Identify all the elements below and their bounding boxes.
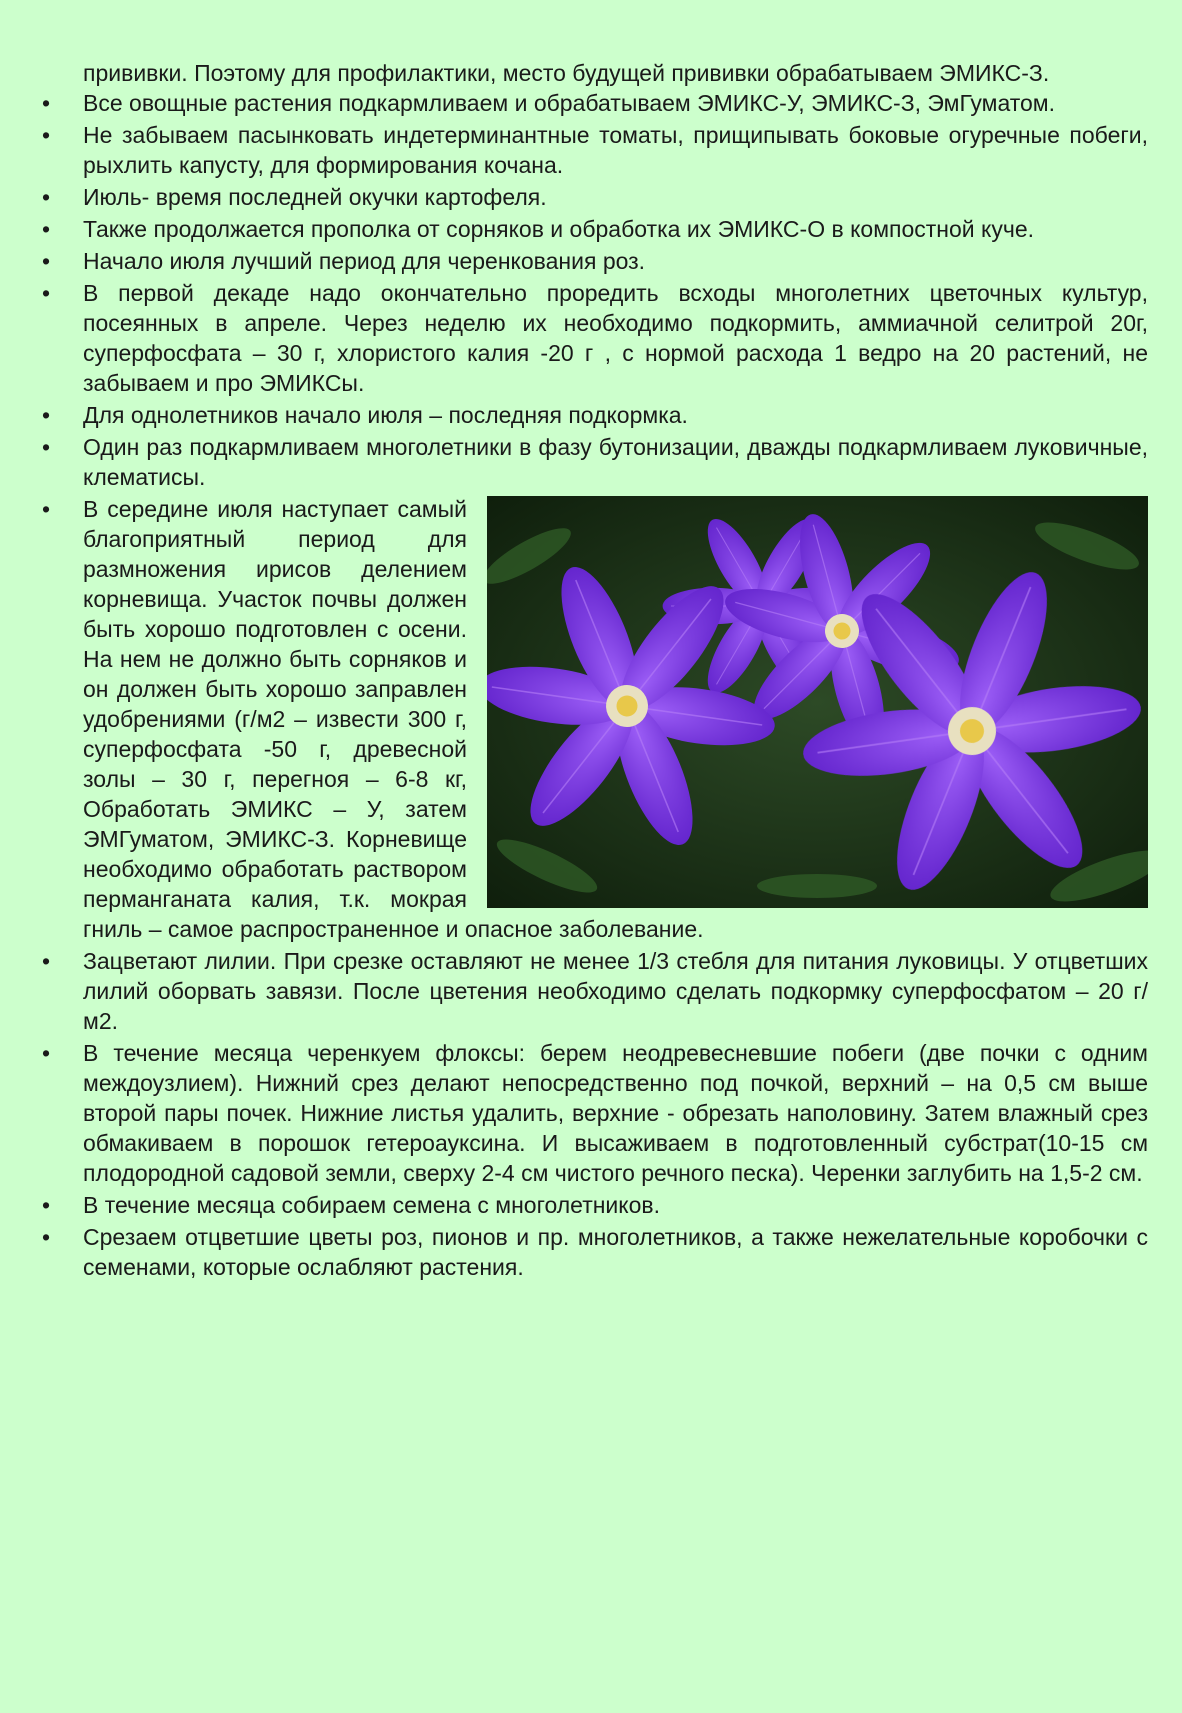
lead-paragraph: прививки. Поэтому для профилактики, место будущей прививки обрабатываем ЭМИКС-З. [83, 60, 1050, 86]
list-item-text: В середине июля наступает самый благоприятный период для размножения ирисов делением корневища. Участок почвы должен быть хорошо подготовлен с осени. На нем не должно быть сорняков и он должен быть хорошо заправлен удобрениями (г/м2 – извести 300 г, суперфосфата -50 г, древесной золы – 30 г, перегноя – 6-8 кг, Обработать ЭМИКС – У, затем ЭМГуматом, ЭМИКС-З. Корневище необходимо обработать раствором перманганата калия, т.к. мокрая гниль – самое распространенное и опасное заболевание. [83, 496, 704, 942]
list-item: • Зацветают лилии. При срезке оставляют не менее 1/3 стебля для питания луковицы. У отцветших лилий оборвать завязи. После цветения необходимо сделать подкормку суперфосфатом – 20 г/м2. [0, 946, 1148, 1036]
list-item: • В течение месяца собираем семена с многолетников. [0, 1190, 1148, 1220]
list-item: • Один раз подкармливаем многолетники в фазу бутонизации, дважды подкармливаем луковичные, клематисы. [0, 432, 1148, 492]
list-item: • Июль- время последней окучки картофеля. [0, 182, 1148, 212]
list-item: • Не забываем пасынковать индетерминантные томаты, прищипывать боковые огуречные побеги, рыхлить капусту, для формирования кочана. [0, 120, 1148, 180]
list-item: • В первой декаде надо окончательно проредить всходы многолетних цветочных культур, посеянных в апреле. Через неделю их необходимо подкормить, аммиачной селитрой 20г, суперфосфата – 30 г, хлористого калия -20 г , с нормой расхода 1 ведро на 20 растений, не забываем и про ЭМИКСы. [0, 278, 1148, 398]
list-item: • Также продолжается прополка от сорняков и обработка их ЭМИКС-О в компостной куче. [0, 214, 1148, 244]
list-item: • Срезаем отцветшие цветы роз, пионов и пр. многолетников, а также нежелательные коробочки с семенами, которые ослабляют растения. [0, 1222, 1148, 1282]
bullet-list [0, 88, 1148, 1282]
list-item: • Для однолетников начало июля – последняя подкормка. [0, 400, 1148, 430]
list-item: • В течение месяца черенкуем флоксы: берем неодревесневшие побеги (две почки с одним междоузлием). Нижний срез делают непосредственно под почкой, верхний – на 0,5 см выше второй пары почек. Нижние листья удалить, верхние - обрезать наполовину. Затем влажный срез обмакиваем в порошок гетероауксина. И высаживаем в подготовленный субстрат(10-15 см плодородной садовой земли, сверху 2-4 см чистого речного песка). Черенки заглубить на 1,5-2 см. [0, 1038, 1148, 1188]
clematis-photo [487, 496, 1148, 908]
list-item-with-photo [0, 494, 1148, 944]
list-item: • Начало июля лучший период для черенкования роз. [0, 246, 1148, 276]
list-item: • Все овощные растения подкармливаем и обрабатываем ЭМИКС-У, ЭМИКС-З, ЭмГуматом. [0, 88, 1148, 118]
